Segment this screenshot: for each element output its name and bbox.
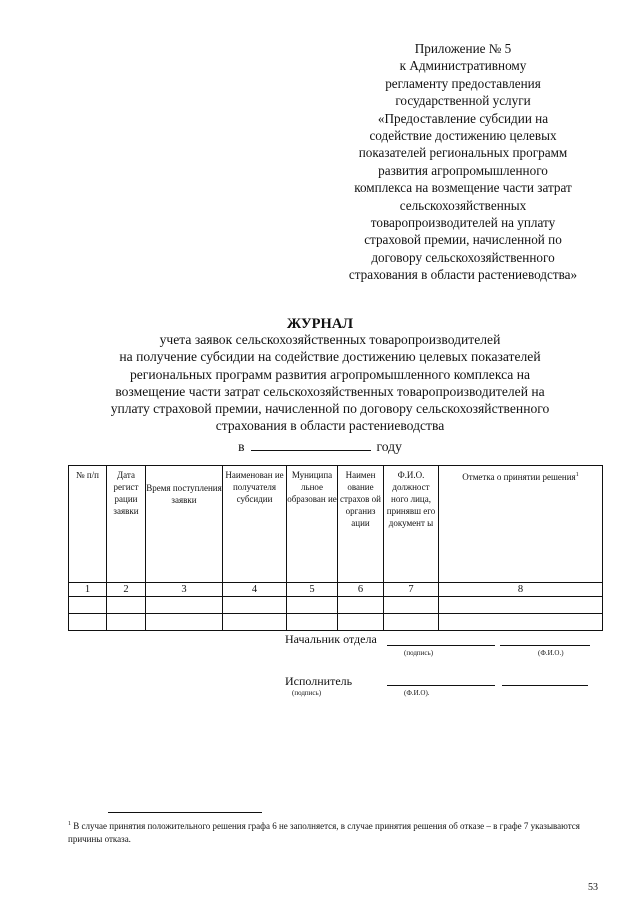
year-prefix: в — [238, 439, 245, 454]
appendix-line: страховой премии, начисленной по — [364, 232, 562, 248]
table-cell — [384, 597, 439, 614]
table-cell — [384, 614, 439, 631]
header-cell — [146, 466, 223, 583]
footnote-mark: 1 — [68, 821, 71, 827]
table-cell — [439, 614, 603, 631]
head-name-line — [500, 645, 590, 646]
table-row — [69, 597, 603, 614]
column-number: 2 — [107, 583, 146, 597]
subtitle-line: уплату страховой премии, начисленной по договору сельскохозяйственного — [110, 401, 550, 417]
column-number: 3 — [146, 583, 223, 597]
header-cell — [439, 466, 603, 583]
head-label: Начальник отдела — [285, 632, 377, 646]
appendix-line: развития агропромышленного — [378, 162, 548, 178]
subtitle-line: учета заявок сельскохозяйственных товаропроизводителей — [159, 332, 501, 347]
page-number: 53 — [588, 882, 598, 893]
table-header-row — [69, 466, 603, 583]
table-cell — [439, 597, 603, 614]
table-cell — [146, 597, 223, 614]
exec-label: Исполнитель — [285, 674, 353, 688]
appendix-line: сельскохозяйственных — [399, 197, 527, 213]
table-number-row — [69, 583, 603, 597]
table-row — [69, 614, 603, 631]
footnote-text: В случае принятия положительного решения графа 6 не заполняется, в случае принятия решения об отказе – в графе 7 указываются причины отказа. — [68, 821, 580, 844]
exec-name-caption: (Ф.И.О). — [404, 689, 430, 697]
appendix-line: страхования в области растениеводства» — [348, 267, 578, 283]
year-suffix: году — [376, 439, 402, 454]
exec-sign-caption: (подпись) — [292, 689, 322, 697]
appendix-line: показателей региональных программ — [358, 145, 568, 161]
appendix-line: содействие достижению целевых — [369, 128, 557, 144]
table-cell — [287, 614, 338, 631]
subtitle-line: на получение субсидии на содействие достижению целевых показателей — [119, 349, 541, 365]
table-cell — [338, 597, 384, 614]
appendix-line: к Административному — [399, 58, 527, 74]
appendix-line: комплекса на возмещение части затрат — [354, 180, 572, 196]
footnote-divider — [108, 812, 262, 813]
header-cell: Наименован ие получателя субсидии — [223, 466, 287, 583]
subtitle-line: страхования в области растениеводства — [215, 418, 445, 434]
head-sign-line — [387, 645, 495, 646]
table-cell — [223, 614, 287, 631]
column-number: 7 — [384, 583, 439, 597]
appendix-line: Приложение № 5 — [414, 41, 512, 56]
journal-title: ЖУРНАЛ — [286, 316, 354, 332]
header-cell: Наимен ование страхов ой организ ации — [338, 466, 384, 583]
header-cell: Ф.И.О. должност ного лица, принявш его документ ы — [384, 466, 439, 583]
subtitle-line: возмещение части затрат сельскохозяйственных товаропроизводителей на — [115, 383, 545, 399]
journal-subtitle — [70, 331, 590, 435]
appendix-line: регламенту предоставления — [385, 75, 541, 91]
header-cell: № п/п — [69, 466, 107, 583]
column-number: 8 — [439, 583, 603, 597]
table-cell — [287, 597, 338, 614]
table-cell — [107, 597, 146, 614]
appendix-line: товаропроизводителей на уплату — [370, 215, 556, 231]
appendix-header — [318, 40, 608, 284]
footnote-ref: 1 — [575, 472, 579, 478]
header-cell: Дата регист рации заявки — [107, 466, 146, 583]
head-sign-caption: (подпись) — [404, 649, 434, 657]
header-text: Отметка о принятии решения — [462, 472, 576, 482]
table-cell — [223, 597, 287, 614]
journal-table — [68, 465, 603, 631]
exec-name-line — [502, 685, 588, 686]
table-cell — [146, 614, 223, 631]
table-cell — [69, 614, 107, 631]
column-number: 6 — [338, 583, 384, 597]
year-blank-field — [251, 438, 371, 451]
appendix-line: государственной услуги — [395, 93, 531, 109]
column-number: 5 — [287, 583, 338, 597]
table-cell — [69, 597, 107, 614]
table-cell — [107, 614, 146, 631]
header-cell: Муниципа льное образован ие — [287, 466, 338, 583]
exec-sign-line — [387, 685, 495, 686]
head-name-caption: (Ф.И.О.) — [538, 649, 564, 657]
footnote — [68, 818, 604, 846]
year-line — [0, 438, 640, 455]
column-number: 4 — [223, 583, 287, 597]
appendix-line: договору сельскохозяйственного — [371, 249, 555, 265]
appendix-line: «Предоставление субсидии на — [377, 110, 549, 126]
table-cell — [338, 614, 384, 631]
subtitle-line: региональных программ развития агропромышленного комплекса на — [129, 366, 531, 382]
header-text: Время поступления заявки — [146, 483, 222, 505]
column-number: 1 — [69, 583, 107, 597]
